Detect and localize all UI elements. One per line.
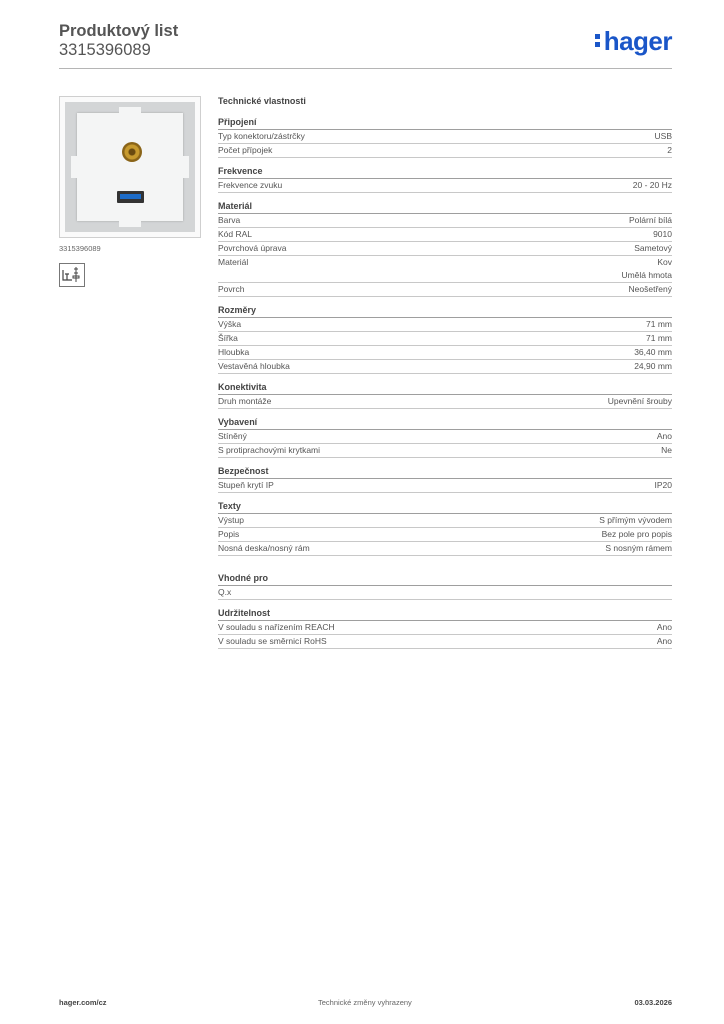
property-row [218, 621, 672, 635]
technical-properties [218, 96, 672, 657]
property-value: S nosným rámem [605, 543, 672, 553]
property-label: Výstup [218, 515, 244, 525]
property-row [218, 283, 672, 297]
property-row [218, 242, 672, 256]
property-label: Frekvence zvuku [218, 180, 283, 190]
property-label: Kód RAL [218, 229, 253, 239]
property-value-line: Kov [657, 257, 672, 267]
property-value: 9010 [653, 229, 672, 239]
section-heading: Rozměry [218, 305, 672, 318]
property-label: Typ konektoru/zástrčky [218, 131, 305, 141]
property-label: V souladu se směrnicí RoHS [218, 636, 327, 646]
section-heading: Frekvence [218, 166, 672, 179]
hager-logo [595, 27, 672, 55]
property-value: Ano [656, 431, 672, 441]
property-row [218, 360, 672, 374]
section-heading: Vybavení [218, 417, 672, 430]
logo-dots-icon [595, 29, 602, 49]
property-label: Barva [218, 215, 241, 225]
section-sustainability [218, 608, 672, 649]
footer-website-link[interactable]: hager.com/cz [59, 998, 107, 1007]
property-row [218, 514, 672, 528]
page-header [59, 21, 672, 69]
product-image [59, 96, 201, 238]
property-value: Ano [656, 622, 672, 632]
property-row [218, 444, 672, 458]
section-material [218, 201, 672, 297]
property-row [218, 395, 672, 409]
property-row [218, 528, 672, 542]
footer-disclaimer: Technické změny vyhrazeny [318, 998, 412, 1007]
section-heading: Připojení [218, 117, 672, 130]
property-row [218, 144, 672, 158]
section-heading: Materiál [218, 201, 672, 214]
property-row [218, 635, 672, 649]
page-title: Produktový list [59, 22, 179, 40]
property-value: 2 [667, 145, 672, 155]
property-label: Stíněný [218, 431, 247, 441]
property-value: Polární bílá [629, 215, 672, 225]
section-heading: Texty [218, 501, 672, 514]
property-value: 71 mm [646, 333, 672, 343]
socket-frame [65, 102, 195, 232]
property-value: 24,90 mm [634, 361, 672, 371]
socket-plate [77, 113, 183, 221]
property-value: Bez pole pro popis [601, 529, 672, 539]
property-value-line: Umělá hmota [621, 270, 672, 280]
property-value: USB [654, 131, 672, 141]
property-row [218, 179, 672, 193]
section-dimensions [218, 305, 672, 374]
property-row [218, 346, 672, 360]
section-texts [218, 501, 672, 556]
property-value: Ne [661, 445, 672, 455]
property-row [218, 586, 672, 600]
section-suitable-for [218, 573, 672, 600]
property-value: 36,40 mm [634, 347, 672, 357]
property-label: Výška [218, 319, 242, 329]
property-label: Počet přípojek [218, 145, 273, 155]
section-safety [218, 466, 672, 493]
property-label: Q.x [218, 587, 232, 597]
property-row [218, 479, 672, 493]
section-heading: Bezpečnost [218, 466, 672, 479]
header-divider [59, 68, 672, 69]
product-number: 3315396089 [59, 41, 151, 59]
property-label: V souladu s nařízením REACH [218, 622, 335, 632]
property-value: 71 mm [646, 319, 672, 329]
property-label: Vestavěná hloubka [218, 361, 290, 371]
section-frequency [218, 166, 672, 193]
property-label: Šířka [218, 333, 238, 343]
image-caption: 3315396089 [59, 244, 101, 253]
property-label: Nosná deska/nosný rám [218, 543, 310, 553]
property-value: Upevnění šrouby [607, 396, 672, 406]
property-value [621, 256, 672, 282]
section-heading: Udržitelnost [218, 608, 672, 621]
property-row [218, 214, 672, 228]
property-label: S protiprachovými krytkami [218, 445, 321, 455]
section-connection [218, 117, 672, 158]
property-label: Popis [218, 529, 240, 539]
property-value: Neošetřený [628, 284, 672, 294]
property-row [218, 228, 672, 242]
property-value: IP20 [654, 480, 672, 490]
section-heading: Konektivita [218, 382, 672, 395]
usb-symbol-icon [59, 263, 85, 287]
property-row [218, 130, 672, 144]
properties-title: Technické vlastnosti [218, 96, 306, 106]
section-heading: Vhodné pro [218, 573, 672, 586]
section-equipment [218, 417, 672, 458]
property-value: Ano [656, 636, 672, 646]
property-label: Povrch [218, 284, 245, 294]
usb-port-icon [117, 191, 144, 203]
property-row [218, 430, 672, 444]
property-value: S přímým vývodem [599, 515, 672, 525]
property-row [218, 542, 672, 556]
property-label: Druh montáže [218, 396, 272, 406]
property-row [218, 256, 672, 283]
audio-jack-icon [122, 142, 142, 162]
property-label: Povrchová úprava [218, 243, 287, 253]
property-row [218, 318, 672, 332]
property-value: 20 - 20 Hz [632, 180, 672, 190]
logo-text: hager [603, 26, 672, 56]
property-row [218, 332, 672, 346]
property-label: Materiál [218, 257, 249, 267]
section-connectivity [218, 382, 672, 409]
property-label: Stupeň krytí IP [218, 480, 274, 490]
footer-date: 03.03.2026 [634, 998, 672, 1007]
property-value: Sametový [634, 243, 672, 253]
property-label: Hloubka [218, 347, 250, 357]
